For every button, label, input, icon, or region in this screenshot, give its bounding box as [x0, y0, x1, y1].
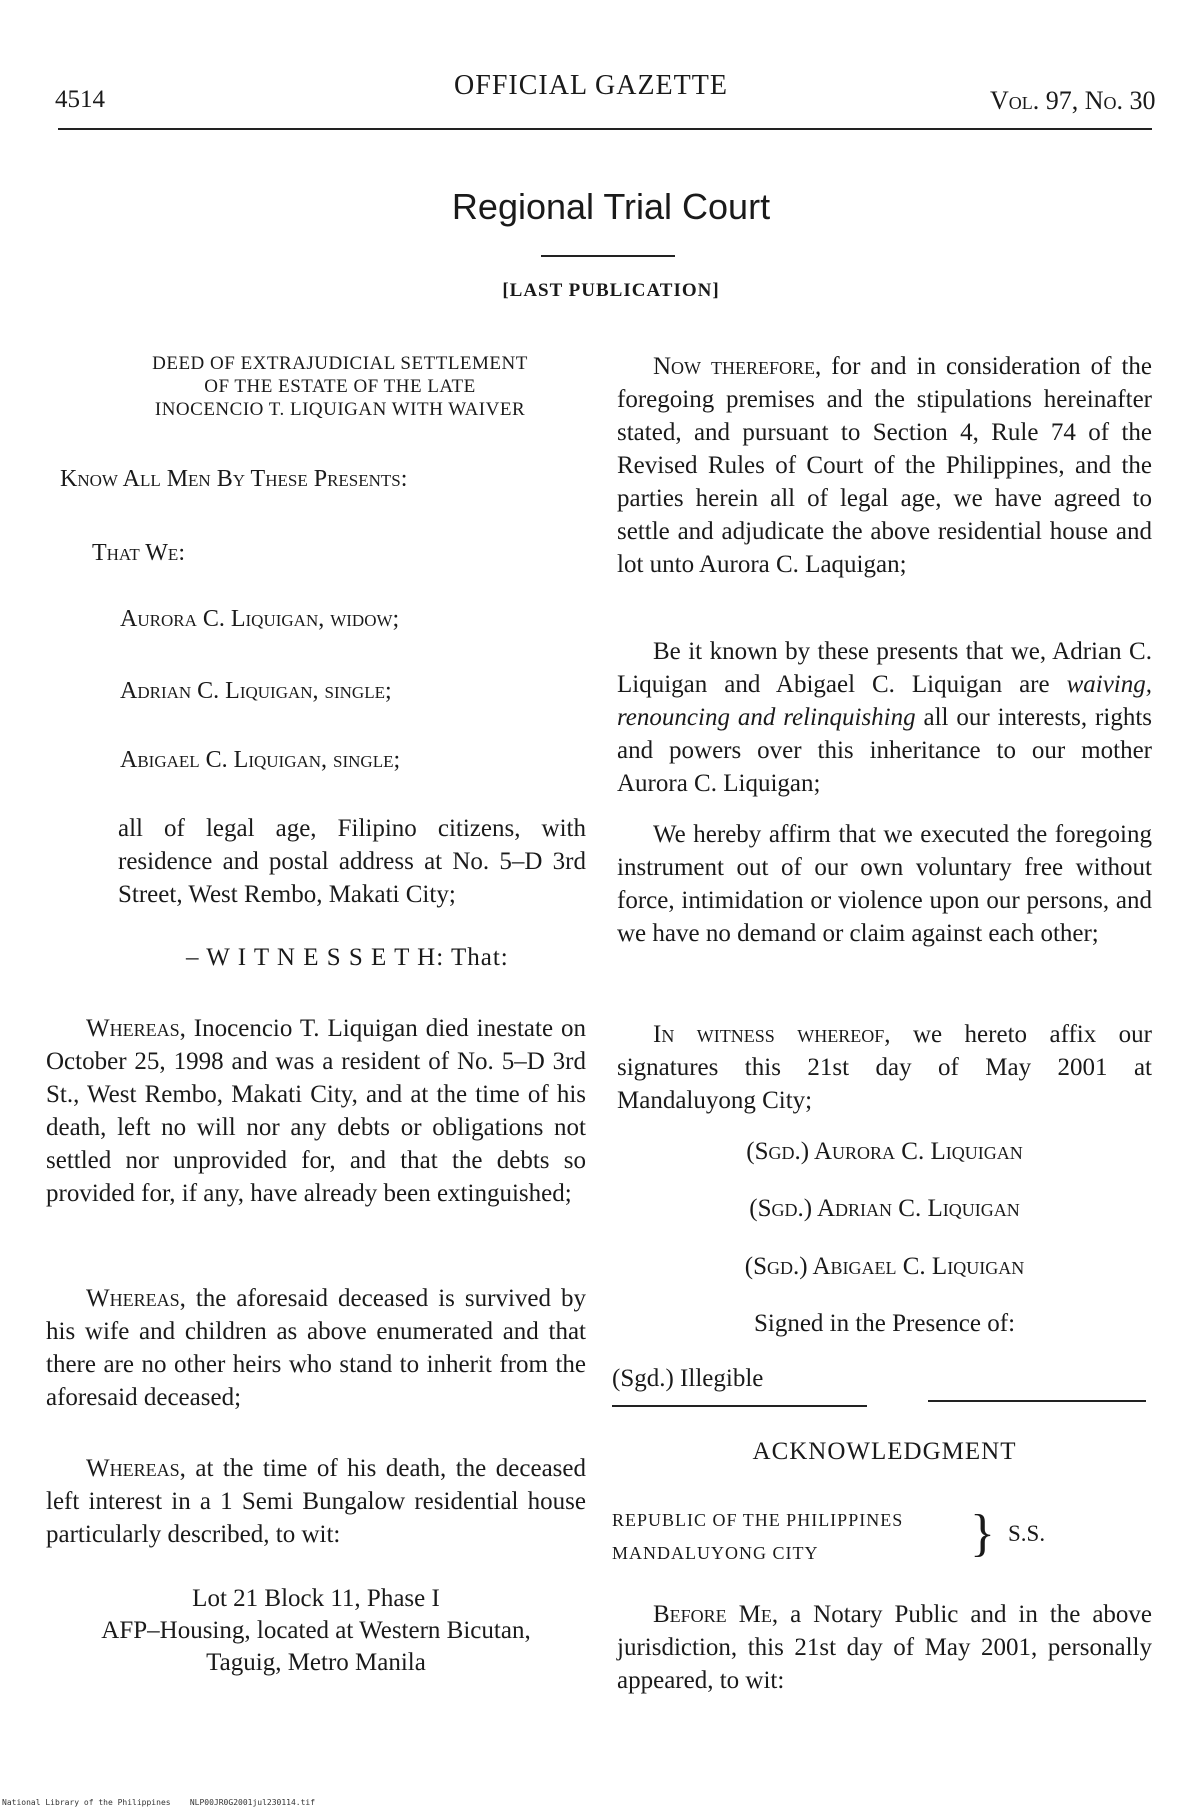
header-rule: [58, 128, 1152, 130]
title-rule: [541, 255, 675, 257]
party-adrian: Adrian C. Liquigan, single;: [120, 678, 392, 704]
ss-label: S.S.: [1008, 1521, 1046, 1546]
notary-lead: Before Me: [653, 1601, 772, 1628]
in-witness-paragraph: [617, 1018, 1152, 1117]
publication-note: [LAST PUBLICATION]: [502, 280, 720, 301]
witness-signature-line-blank: [928, 1400, 1146, 1402]
notary-paragraph: [617, 1598, 1152, 1697]
now-therefore-body: , for and in consideration of the foregoing premises and the stipulations hereinafter stated, and pursuant to Section 4, Rule 74 of the Revised Rules of Court of the Philippines, and the parties herein all of legal age, we have agreed to settle and adjudicate the above residential house and lot unto Aurora C. Laquigan;: [617, 353, 1152, 578]
notary-body: , a Notary Public and in the above jurisdiction, this 21st day of May 2001, personally appeared, to wit:: [617, 1601, 1153, 1694]
whereas-paragraph-2: [46, 1282, 586, 1414]
waiver-text-after: all our interests, rights and powers over this inheritance to our mother Aurora C. Liquigan;: [617, 704, 1152, 797]
now-therefore-lead: Now therefore: [653, 353, 816, 380]
party-abigael: Abigael C. Liquigan, single;: [120, 747, 401, 773]
that-we-line: That We:: [92, 540, 185, 566]
party-aurora: Aurora C. Liquigan, widow;: [120, 606, 400, 632]
lot-description: Lot 21 Block 11, Phase I AFP–Housing, located at Western Bicutan, Taguig, Metro Manila: [101, 1585, 531, 1676]
affirmation-paragraph: We hereby affirm that we executed the foregoing instrument out of our own voluntary free without force, intimidation or violence upon our persons, and we have no demand or claim against each other;: [617, 821, 1152, 947]
know-all-heading: Know All Men By These Presents:: [60, 466, 408, 492]
now-therefore-paragraph: [617, 350, 1152, 581]
acknowledgment-title: ACKNOWLEDGMENT: [752, 1438, 1017, 1465]
in-witness-lead: In witness whereof: [653, 1021, 885, 1048]
whereas-lead: Whereas: [86, 1285, 180, 1312]
parties-description: all of legal age, Filipino citizens, with residence and postal address at No. 5–D 3rd Street, West Rembo, Makati City;: [118, 815, 586, 908]
in-witness-body: , we hereto affix our signatures this 21st day of May 2001 at Mandaluyong City;: [617, 1021, 1152, 1114]
witness-signature-line: [612, 1405, 867, 1407]
signed-in-presence: Signed in the Presence of:: [753, 1310, 1016, 1337]
witnesseth-heading: – W I T N E S S E T H: That:: [186, 944, 509, 971]
venue-brace: }: [970, 1505, 995, 1562]
whereas-paragraph-3: [46, 1452, 586, 1551]
signature-abigael: (Sgd.) Abigael C. Liquigan: [744, 1253, 1025, 1280]
scan-footer: National Library of the Philippines NLP00JR0G2001jul230114.tif: [2, 1798, 316, 1807]
page-number: 4514: [55, 86, 105, 113]
venue-city: MANDALUYONG CITY: [612, 1543, 819, 1563]
gazette-title: OFFICIAL GAZETTE: [454, 70, 728, 101]
whereas-paragraph-1: [46, 1012, 586, 1210]
waiver-text-italic: waiving, renouncing and relinquishing: [617, 671, 1152, 731]
deed-title: DEED OF EXTRAJUDICIAL SETTLEMENT OF THE ESTATE OF THE LATE INOCENCIO T. LIQUIGAN WITH WAIVER: [152, 353, 528, 420]
whereas-lead: Whereas: [86, 1015, 180, 1042]
whereas-body: , Inocencio T. Liquigan died inestate on October 25, 1998 and was a resident of No. 5–D 3rd St., West Rembo, Makati City, and at the time of his death, left no will nor any debts or obligations not settled nor unprovided for, and that the debts so provided for, if any, have already been extinguished;: [46, 1015, 586, 1207]
signature-adrian: (Sgd.) Adrian C. Liquigan: [749, 1195, 1020, 1222]
waiver-text-before: Be it known by these presents that we, Adrian C. Liquigan and Abigael C. Liquigan are: [617, 638, 1152, 698]
whereas-body: , the aforesaid deceased is survived by his wife and children as above enumerated and that there are no other heirs who stand to inherit from the aforesaid deceased;: [46, 1285, 586, 1411]
witness-signature: (Sgd.) Illegible: [612, 1365, 764, 1392]
volume-issue: Vol. 97, No. 30: [990, 86, 1156, 115]
whereas-body: , at the time of his death, the deceased left interest in a 1 Semi Bungalow residential house particularly described, to wit:: [46, 1455, 586, 1548]
section-title: Regional Trial Court: [451, 186, 771, 227]
signature-aurora: (Sgd.) Aurora C. Liquigan: [746, 1138, 1023, 1165]
waiver-paragraph: [617, 635, 1152, 800]
whereas-lead: Whereas: [86, 1455, 180, 1482]
venue-country: REPUBLIC OF THE PHILIPPINES: [612, 1510, 904, 1530]
